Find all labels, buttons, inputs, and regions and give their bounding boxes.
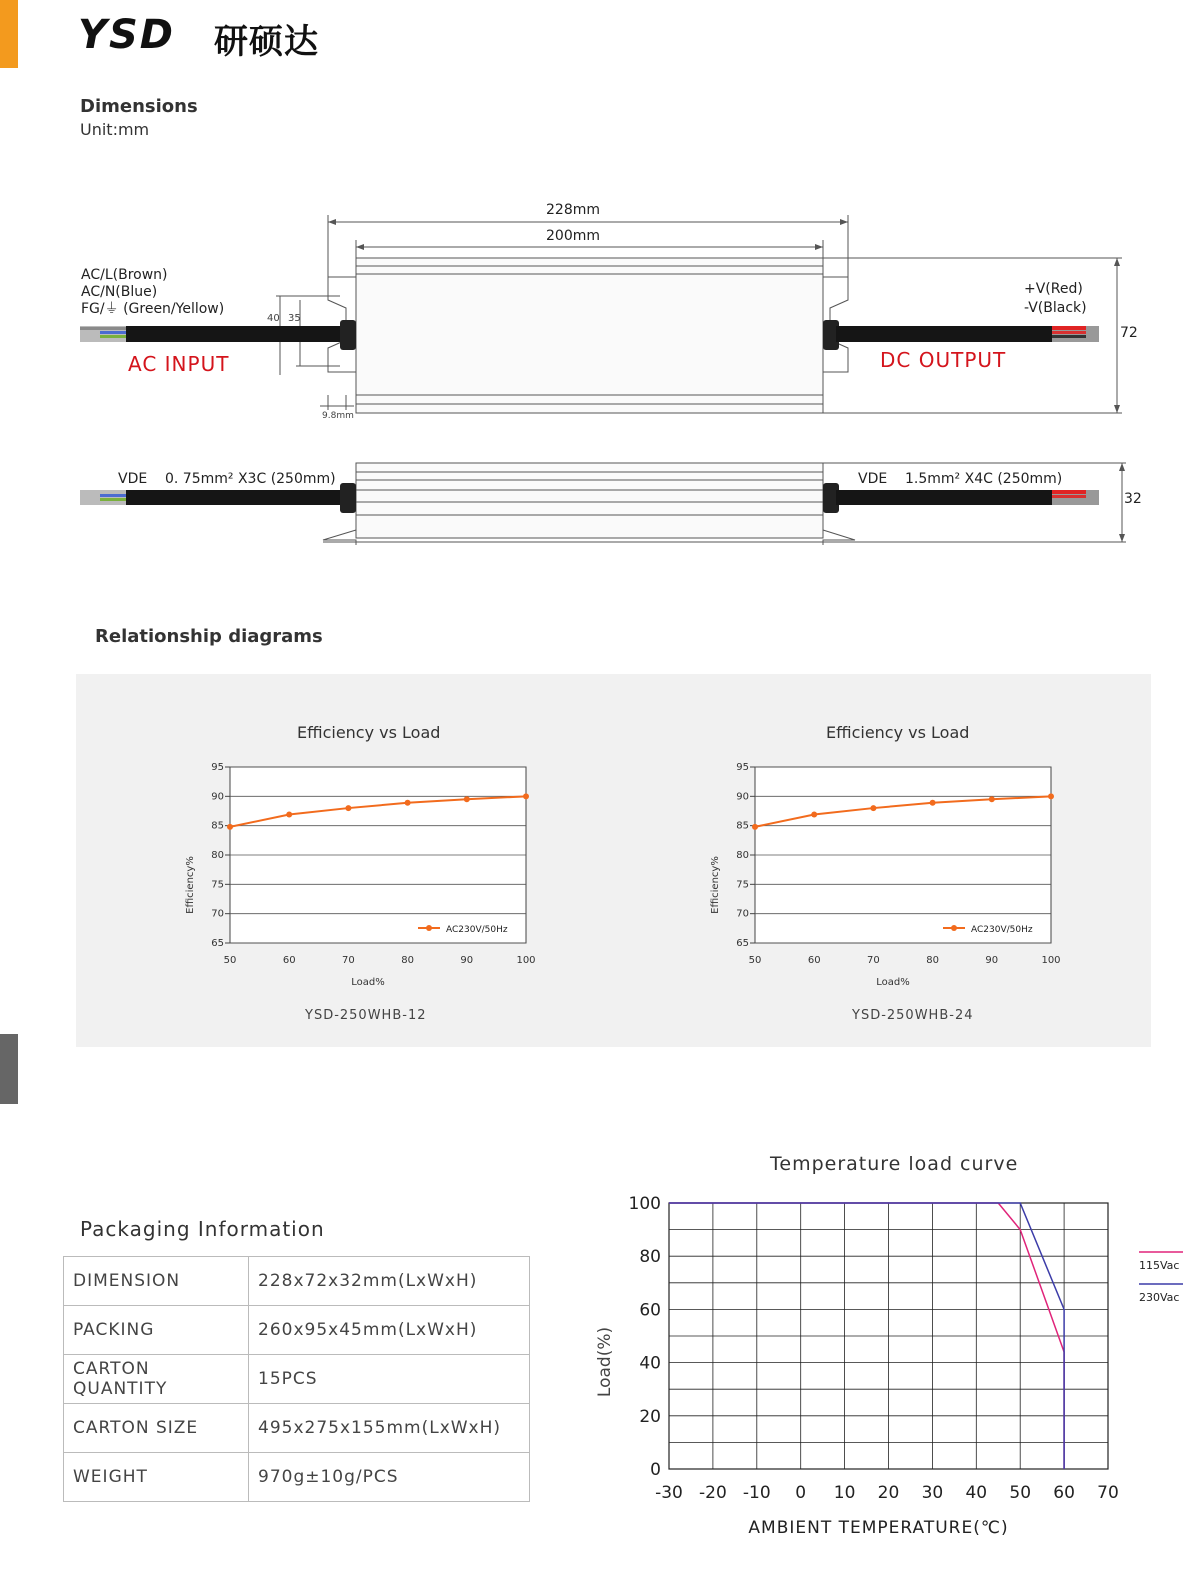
- slot-width-label: 9.8mm: [322, 411, 354, 421]
- legend-label: 115Vac: [1139, 1259, 1180, 1272]
- dimensions-title: Dimensions: [80, 96, 198, 117]
- mount-40-label: 40: [267, 313, 280, 324]
- y-tick-label: 80: [211, 850, 224, 861]
- y-tick-label: 40: [639, 1353, 661, 1374]
- x-tick-label: 50: [223, 955, 237, 966]
- y-tick-label: 95: [211, 762, 224, 773]
- x-tick-label: 70: [342, 955, 355, 966]
- y-tick-label: 90: [211, 791, 224, 803]
- y-tick-label: 90: [736, 791, 749, 803]
- row-value: 15PCS: [249, 1355, 530, 1404]
- y-tick-label: 95: [736, 762, 749, 773]
- x-axis-label: AMBIENT TEMPERATURE(℃): [748, 1518, 1009, 1538]
- y-axis-label: Load(%): [595, 1326, 615, 1398]
- chart1-title: Efficiency vs Load: [297, 723, 441, 742]
- brand-chinese-name: 研硕达: [214, 22, 319, 62]
- x-tick-label: 40: [965, 1483, 988, 1503]
- data-point: [989, 796, 995, 802]
- row-value: 228x72x32mm(LxWxH): [249, 1257, 530, 1306]
- row-key: DIMENSION: [64, 1257, 249, 1306]
- mount-35-label: 35: [288, 313, 301, 324]
- x-tick-label: -30: [655, 1483, 683, 1503]
- legend-marker: [951, 925, 957, 931]
- ac-cable-spec: VDE 0. 75mm² X3C (250mm): [118, 471, 336, 487]
- y-tick-label: 80: [736, 850, 749, 861]
- y-axis-label: Efficiency%: [710, 856, 721, 914]
- data-point: [811, 812, 817, 818]
- ac-wire-ground: FG/⏚ (Green/Yellow): [81, 301, 225, 317]
- ac-wire-neutral: AC/N(Blue): [81, 284, 158, 300]
- x-tick-label: -20: [699, 1483, 727, 1503]
- x-tick-label: 20: [877, 1483, 900, 1503]
- y-tick-label: 70: [736, 908, 749, 920]
- y-tick-label: 20: [639, 1406, 661, 1427]
- data-point: [405, 800, 411, 806]
- table-row: [64, 1257, 530, 1306]
- packaging-table: [63, 1256, 530, 1502]
- brand-logo: YSD: [78, 12, 175, 58]
- height-label: 72: [1120, 325, 1138, 341]
- x-tick-label: 100: [1041, 955, 1061, 966]
- dc-cable-spec: VDE 1.5mm² X4C (250mm): [858, 471, 1063, 487]
- data-point: [523, 793, 529, 799]
- x-tick-label: 60: [282, 955, 296, 966]
- row-key: PACKING: [64, 1306, 249, 1355]
- packaging-title: Packaging Information: [80, 1217, 325, 1241]
- legend-marker: [426, 925, 432, 931]
- legend-label: 230Vac: [1139, 1291, 1180, 1304]
- x-tick-label: 100: [516, 955, 536, 966]
- row-key: CARTON QUANTITY: [64, 1355, 249, 1404]
- data-point: [464, 796, 470, 802]
- relationship-title: Relationship diagrams: [95, 626, 323, 647]
- temperature-load-chart: [590, 1190, 1200, 1585]
- table-row: [64, 1306, 530, 1355]
- x-tick-label: 50: [1009, 1483, 1032, 1503]
- dc-wire-negative: -V(Black): [1024, 300, 1087, 316]
- overall-length-label: 228mm: [546, 202, 600, 218]
- data-point: [930, 800, 936, 806]
- y-tick-label: 60: [639, 1300, 661, 1321]
- x-axis-label: Load%: [876, 977, 910, 988]
- row-value: 970g±10g/PCS: [249, 1453, 530, 1502]
- x-tick-label: 0: [795, 1483, 807, 1503]
- accent-bar-middle: [0, 1034, 18, 1104]
- thickness-label: 32: [1124, 491, 1142, 507]
- y-tick-label: 75: [736, 879, 749, 891]
- data-point: [227, 824, 233, 830]
- legend-label: AC230V/50Hz: [446, 925, 508, 935]
- dc-wire-positive: +V(Red): [1024, 281, 1083, 297]
- y-tick-label: 85: [211, 820, 224, 832]
- x-axis-label: Load%: [351, 977, 385, 988]
- data-point: [1048, 793, 1054, 799]
- row-value: 495x275x155mm(LxWxH): [249, 1404, 530, 1453]
- y-tick-label: 80: [639, 1247, 661, 1268]
- x-tick-label: 70: [1097, 1483, 1119, 1503]
- y-tick-label: 70: [211, 908, 224, 920]
- data-point: [286, 812, 292, 818]
- x-tick-label: 70: [867, 955, 880, 966]
- y-tick-label: 100: [628, 1194, 661, 1214]
- data-point: [752, 824, 758, 830]
- legend-label: AC230V/50Hz: [971, 925, 1033, 935]
- table-row: [64, 1355, 530, 1404]
- y-tick-label: 85: [736, 820, 749, 832]
- y-tick-label: 65: [211, 938, 224, 949]
- x-tick-label: -10: [742, 1483, 771, 1503]
- x-tick-label: 90: [460, 955, 474, 966]
- ac-wire-line: AC/L(Brown): [81, 267, 168, 283]
- y-tick-label: 65: [736, 938, 749, 949]
- table-row: [64, 1404, 530, 1453]
- x-tick-label: 60: [807, 955, 821, 966]
- row-key: CARTON SIZE: [64, 1404, 249, 1453]
- ac-wire-list: [81, 267, 224, 318]
- ac-input-label: AC INPUT: [128, 352, 230, 376]
- data-point: [345, 805, 351, 811]
- table-row: [64, 1453, 530, 1502]
- x-tick-label: 30: [921, 1483, 944, 1503]
- efficiency-chart-24: [705, 760, 1085, 1000]
- body-length-label: 200mm: [546, 228, 600, 244]
- x-tick-label: 80: [926, 955, 939, 966]
- x-tick-label: 10: [833, 1483, 856, 1503]
- chart2-model: YSD-250WHB-24: [852, 1008, 974, 1023]
- dc-wire-list: [1024, 280, 1087, 318]
- x-tick-label: 90: [985, 955, 999, 966]
- efficiency-chart-12: [180, 760, 560, 1000]
- row-value: 260x95x45mm(LxWxH): [249, 1306, 530, 1355]
- y-tick-label: 0: [650, 1460, 661, 1480]
- temperature-chart-title: Temperature load curve: [770, 1153, 1019, 1175]
- chart1-model: YSD-250WHB-12: [305, 1008, 427, 1023]
- y-tick-label: 75: [211, 879, 224, 891]
- accent-bar-top: [0, 0, 18, 68]
- data-point: [870, 805, 876, 811]
- dimensions-unit: Unit:mm: [80, 120, 150, 139]
- x-tick-label: 80: [401, 955, 414, 966]
- chart2-title: Efficiency vs Load: [826, 723, 970, 742]
- y-axis-label: Efficiency%: [185, 856, 196, 914]
- dc-output-label: DC OUTPUT: [880, 348, 1007, 372]
- x-tick-label: 60: [1053, 1483, 1075, 1503]
- row-key: WEIGHT: [64, 1453, 249, 1502]
- x-tick-label: 50: [748, 955, 762, 966]
